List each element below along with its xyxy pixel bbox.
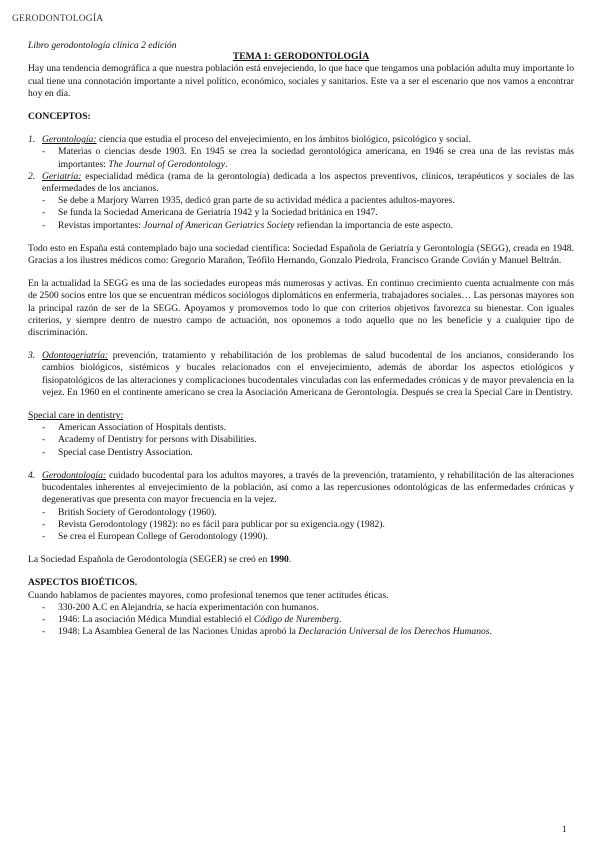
intro-paragraph: Hay una tendencia demográfica a que nuestra población está envejeciendo, lo que hace que tengamos una población adulta muy importante lo cual tiene una connotación importante a nivel político, económico, sociales y sanitarios. Este va a ser el escenario que nos vamos a encontrar hoy en día. (28, 63, 574, 99)
sub-text: Materias o ciencias desde 1903. En 1945 se crea la sociedad gerontológica americana, en 1946 se crea una de las revistas más importantes: (58, 146, 574, 170)
concept-term: Geriatría: (42, 170, 82, 182)
sub-text: Academy of Dentistry for persons with Disabilities. (58, 434, 257, 446)
concept-number: 4. (28, 469, 36, 481)
sub-italic: Código de Nuremberg (253, 613, 339, 625)
dash-bullet: - (42, 613, 46, 625)
spain-paragraph: Todo esto en España está contemplado bajo una sociedad científica: Sociedad Española de Geriatría y Gerontología (SEGG), creada en 1948. Gracias a los ilustres médicos como: Gregorio Marañon, Teófilo Hernando, Gonzalo Piedrola, Francisco Grande Covián y Manuel Beltrán. (28, 242, 574, 267)
concept-term: Odontogeriatría: (42, 350, 109, 362)
sub-item (42, 519, 574, 531)
concept-term: Gerontología: (42, 134, 97, 146)
sub-item (42, 434, 574, 446)
dash-bullet: - (42, 195, 46, 207)
dash-bullet: - (42, 422, 46, 434)
sub-item (42, 220, 574, 232)
concept-item (28, 171, 574, 195)
dash-bullet: - (42, 219, 46, 231)
sub-item (42, 626, 574, 638)
concept-text: prevención, tratamiento y rehabilitación de los problemas de salud bucodental de los ancianos, considerando los cambios biológicos, sistémicos y bucales relacionados con el envejecimiento, además de abordar los aspectos etiológicos y fisiopatológicos de las alteraciones y complicaciones bucodentales vinculadas con las enfermedades crónicas y de mayor prevalencia en la vejez. En 1960 en el continente americano se crea la Asociación Americana de Gerontología. Después se crea la Special Care in Dentistry. (42, 350, 574, 398)
sub-item (42, 531, 574, 543)
dash-bullet: - (42, 506, 46, 518)
concept-item (28, 470, 574, 507)
sub-item (42, 195, 574, 207)
sub-text-end: . (224, 158, 228, 170)
seger-paragraph (28, 554, 574, 566)
sub-item (42, 602, 574, 614)
concept-item (28, 134, 574, 146)
concept-term: Gerodontología: (42, 469, 107, 481)
sub-text: 1946: La asociación Médica Mundial estableció el (58, 613, 254, 625)
sub-text: Revista Gerodontology (1982): no es fácil para publicar por su exigencia.ogy (1982). (58, 518, 385, 530)
sub-italic: The Journal of Gerodontology (108, 158, 225, 170)
concept-text: cuidado bucodental para los adultos mayores, a través de la prevención, tratamiento, y rehabilitación de las alteraciones bucodentales inherentes al envejecimiento de la población, así como a las repercusiones odontológicas de las enfermedades crónicas y degenerativas que presenta con mayor frecuencia en la vejez. (42, 469, 574, 506)
seger-year: 1990 (269, 554, 289, 566)
sub-text: Se funda la Sociedad Americana de Geriatría 1942 y la Sociedad británica en 1947. (58, 207, 378, 219)
sub-text: 1948: La Asamblea General de las Naciones Unidas aprobó la (58, 626, 299, 638)
sub-text: American Association of Hospitals dentists. (58, 422, 227, 434)
sub-text: Se crea el European College of Gerodontology (1990). (58, 530, 268, 542)
dash-bullet: - (42, 530, 46, 542)
book-reference: Libro gerodontología clínica 2 edición (28, 40, 177, 51)
bioeticos-heading: ASPECTOS BIOÉTICOS. (28, 577, 138, 589)
segg-paragraph: En la actualidad la SEGG es una de las sociedades europeas más numerosas y activas. En continuo crecimiento cuenta actualmente con más de 2500 socios entre los que se encuentran médicos sociólogos diplomáticos en enfermería, trabajadores sociales… Las personas mayores son la principal razón de ser de la SEGG. Apoyamos y promovemos todo lo que con criterios objetivos favorezca su bienestar. Con iguales criterios, y siempre dentro de nuestro campo de actuación, nos oponemos a todo aquello que no les beneficie y a cualquier tipo de discriminación. (28, 278, 574, 339)
concept-text: especialidad médica (rama de la gerontología) dedicada a los aspectos preventivos, clínicos, terapéuticos y sociales de las enfermedades de los ancianos. (42, 170, 574, 195)
concept-text: ciencia que estudia el proceso del envejecimiento, en los ámbitos biológico, psicológico y social. (96, 134, 471, 146)
dash-bullet: - (42, 207, 46, 219)
concept-item (28, 350, 574, 399)
document-body (28, 40, 574, 638)
sub-text-end: . (489, 626, 492, 638)
sub-item (42, 447, 574, 459)
bioeticos-intro: Cuando hablamos de pacientes mayores, como profesional tenemos que tener actitudes éticas. (28, 589, 389, 601)
sub-text: Revistas importantes: (58, 219, 144, 231)
sub-item (42, 422, 574, 434)
dash-bullet: - (42, 626, 46, 638)
sub-text: British Society of Gerodontology (1960). (58, 506, 217, 518)
sub-item (42, 146, 574, 170)
concept-number: 3. (28, 350, 36, 362)
sub-text: 330-200 A.C en Alejandría, se hacía experimentación con humanos. (58, 601, 319, 613)
page-number: 1 (562, 824, 567, 834)
page-title: TEMA 1: GERODONTOLOGÍA (232, 51, 370, 63)
sub-item (42, 207, 574, 219)
sub-italic: Declaración Universal de los Derechos Humanos (298, 626, 490, 638)
sub-item (42, 614, 574, 626)
sub-text: Se debe a Marjory Warren 1935, dedicó gran parte de su actividad médica a pacientes adultos-mayores. (58, 195, 455, 207)
dash-bullet: - (42, 446, 46, 458)
sub-text: Special case Dentistry Association. (58, 446, 193, 458)
dash-bullet: - (42, 518, 46, 530)
special-care-heading: Special care in dentistry: (28, 410, 124, 422)
sub-italic: Journal of American Geriatrics Society (143, 219, 295, 231)
seger-end: . (288, 554, 292, 566)
dash-bullet: - (42, 601, 46, 613)
dash-bullet: - (42, 434, 46, 446)
concept-number: 2. (28, 170, 36, 182)
dash-bullet: - (42, 146, 46, 158)
running-header: GERODONTOLOGÍA (12, 14, 104, 24)
sub-text-end: . (338, 613, 342, 625)
concept-number: 1. (28, 134, 36, 146)
conceptos-heading: CONCEPTOS: (28, 111, 91, 123)
sub-text-end: refiendan la importancia de este aspecto. (294, 219, 453, 231)
seger-text: La Sociedad Española de Gerodontología (SEGER) se creó en (28, 554, 270, 566)
sub-item (42, 507, 574, 519)
